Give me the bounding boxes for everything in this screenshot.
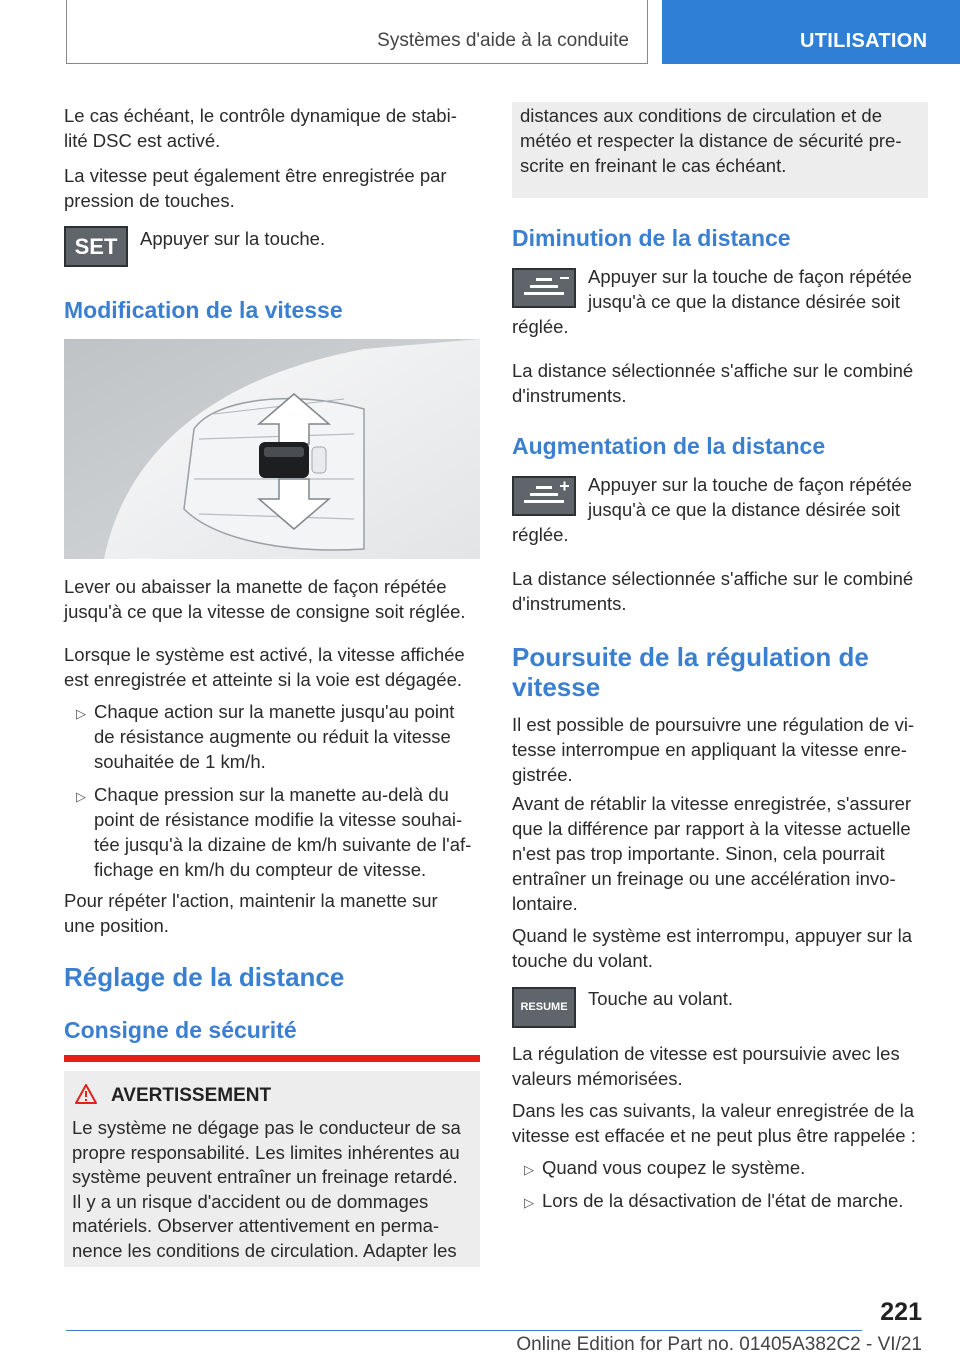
bullet-icon: ▷ (76, 789, 86, 804)
bullet-icon: ▷ (524, 1195, 534, 1210)
decrease-instructions-end: réglée. (512, 316, 569, 337)
set-button-text: Appuyer sur la touche. (140, 228, 326, 249)
header-section-box (66, 0, 648, 64)
warning-bar (64, 1055, 480, 1062)
distance-increase-button-icon (512, 476, 576, 516)
paragraph-store-speed: La vitesse peut également être enregistrée par pression de touches. (64, 165, 447, 211)
paragraph-resume-press: Quand le système est interrompu, appuyer sur la touche du volant. (512, 925, 912, 971)
paragraph-dsc: Le cas échéant, le contrôle dynamique de stabi- lité DSC est activé. (64, 105, 457, 151)
paragraph-resume-possible: Il est possible de poursuivre une régulation de vi- tesse interrompue en appliquant la vitesse enre- gistrée. (512, 714, 915, 785)
heading-increase-distance: Augmentation de la distance (512, 433, 826, 459)
edition-text: Online Edition for Part no. 01405A382C2 - VI/21 (516, 1334, 922, 1355)
increase-instructions-end: réglée. (512, 524, 569, 545)
paragraph-resume-caution: Avant de rétablir la vitesse enregistrée, s'assurer que la différence par rapport à la vitesse actuelle n'est pas trop importante. Sinon, cela pourrait entraîner un freinage ou une accélération invo- lontaire. (512, 793, 912, 914)
chapter-title: UTILISATION (800, 30, 928, 52)
list-item: Quand vous coupez le système. (542, 1157, 806, 1178)
warning-title: AVERTISSEMENT (111, 1085, 272, 1106)
bullet-icon: ▷ (76, 706, 86, 721)
distance-decrease-button-icon (512, 268, 576, 308)
list-item: Chaque action sur la manette jusqu'au point de résistance augmente ou réduit la vitesse souhaitée de 1 km/h. (94, 701, 455, 772)
paragraph-lever: Lever ou abaisser la manette de façon répétée jusqu'à ce que la vitesse de consigne soit réglée. (64, 576, 466, 622)
list-item: Chaque pression sur la manette au-delà du point de résistance modifie la vitesse souhai- tée jusqu'à la dizaine de km/h suivante de l'af- fichage en km/h du compteur de vitesse. (94, 784, 472, 880)
footer-rule (66, 1330, 862, 1331)
decrease-display-note: La distance sélectionnée s'affiche sur le combiné d'instruments. (512, 360, 914, 406)
increase-instructions-indented: Appuyer sur la touche de façon répétée jusqu'à ce que la distance désirée soit (588, 474, 912, 520)
warning-text: Le système ne dégage pas le conducteur de sa propre responsabilité. Les limites inhérentes au système peuvent entraîner un freinage retardé. Il y a un risque d'accident ou de dommages matériels. Observer attentivement en perma- nence les conditions de circulation. Adapter les (72, 1117, 461, 1261)
resume-button-icon: RESUME (512, 987, 576, 1028)
heading-safety-note: Consigne de sécurité (64, 1017, 297, 1043)
decrease-instructions-indented: Appuyer sur la touche de façon répétée jusqu'à ce que la distance désirée soit (588, 266, 912, 312)
resume-button-text: Touche au volant. (588, 988, 734, 1009)
heading-distance-setting: Réglage de la distance (64, 962, 345, 992)
heading-decrease-distance: Diminution de la distance (512, 225, 791, 251)
page-number: 221 (880, 1298, 922, 1326)
list-item: Lors de la désactivation de l'état de marche. (542, 1190, 904, 1211)
paragraph-resume-erased: Dans les cas suivants, la valeur enregistrée de la vitesse est effacée et ne peut plus être rappelée : (512, 1100, 916, 1146)
warning-continuation-text: distances aux conditions de circulation et de météo et respecter la distance de sécurité pre- scrite en freinant le cas échéant. (520, 105, 902, 176)
warning-triangle-icon (74, 1083, 98, 1105)
paragraph-resume-restored: La régulation de vitesse est poursuivie avec les valeurs mémorisées. (512, 1043, 900, 1089)
set-button-icon: SET (64, 226, 128, 267)
section-title: Systèmes d'aide à la conduite (377, 30, 629, 51)
paragraph-repeat: Pour répéter l'action, maintenir la manette sur une position. (64, 890, 438, 936)
paragraph-system-active: Lorsque le système est activé, la vitesse affichée est enregistrée et atteinte si la voie est dégagée. (64, 644, 465, 690)
heading-speed-modification: Modification de la vitesse (64, 297, 343, 323)
header-chapter-tab (662, 0, 960, 64)
increase-display-note: La distance sélectionnée s'affiche sur le combiné d'instruments. (512, 568, 914, 614)
heading-resume-cruise: Poursuite de la régulation de vitesse (512, 642, 869, 702)
steering-wheel-lever-image (64, 339, 480, 559)
bullet-icon: ▷ (524, 1162, 534, 1177)
